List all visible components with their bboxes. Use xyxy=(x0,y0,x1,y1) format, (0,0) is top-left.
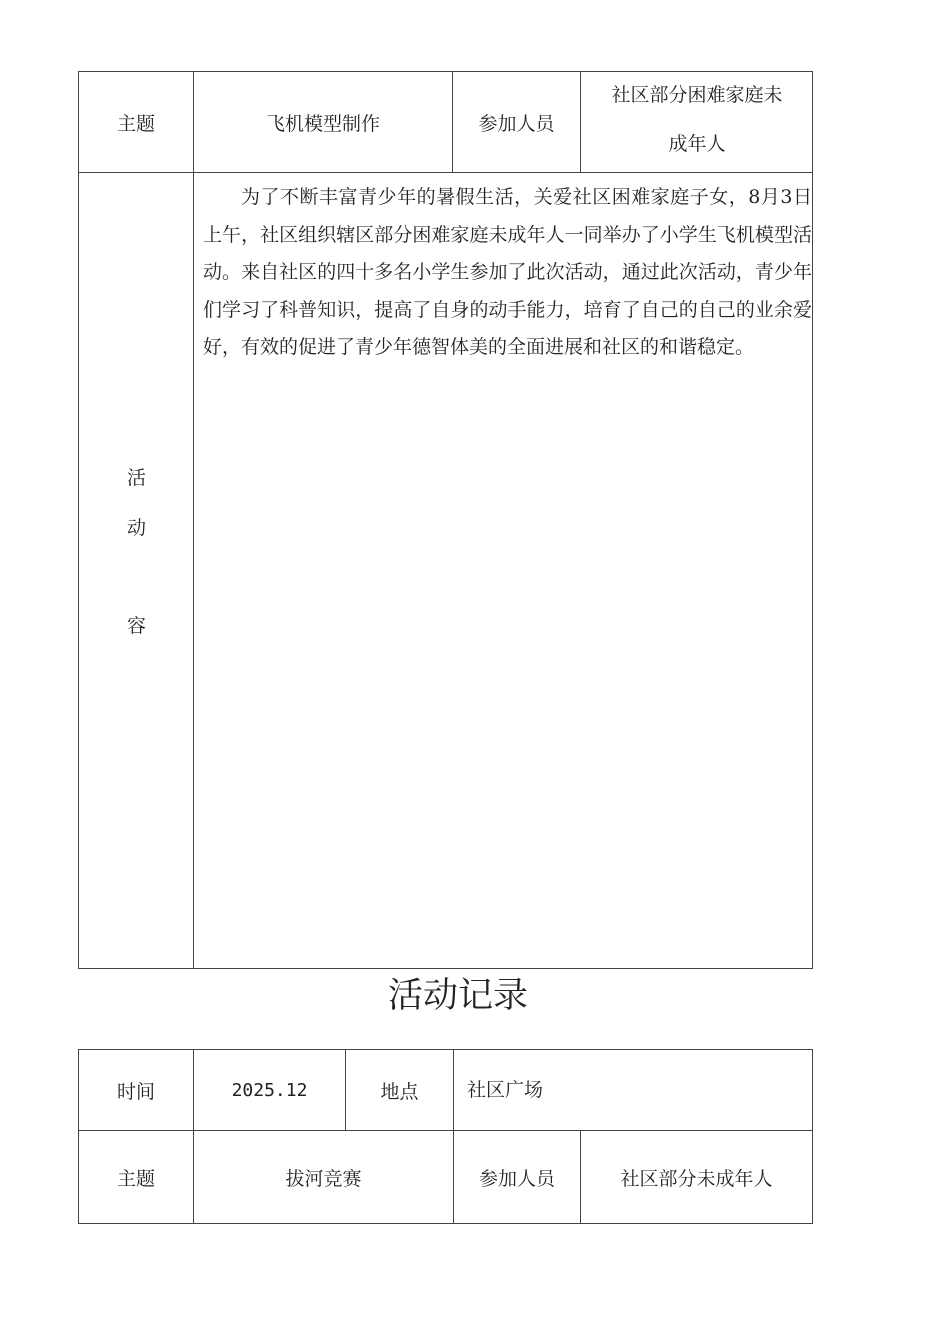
activity-content: 为了不断丰富青少年的暑假生活，关爱社区困难家庭子女，8月3日上午，社区组织辖区部分困难家庭未成年人一同举办了小学生飞机模型活动。来自社区的四十多名小学生参加了此次活动，通过此次活动，青少年们学习了科普知识，提高了自身的动手能力，培育了自己的自己的业余爱好，有效的促进了青少年德智体美的全面进展和社区的和谐稳定。 xyxy=(203,186,812,358)
theme-label: 主题 xyxy=(116,112,155,135)
theme-value: 飞机模型制作 xyxy=(265,112,380,135)
content-label-char: 容 xyxy=(126,615,146,637)
time-value: 2025.12 xyxy=(231,1079,308,1101)
page-title: 活动记录 xyxy=(387,976,528,1016)
participants-label: 参加人员 xyxy=(478,112,555,135)
content-label-char: 活 xyxy=(126,467,146,489)
participants-value: 社区部分未成年人 xyxy=(620,1167,773,1190)
participants-value xyxy=(581,72,813,172)
time-label: 时间 xyxy=(116,1080,155,1103)
activity-table-1 xyxy=(78,71,813,969)
content-label-char: 动 xyxy=(126,517,146,539)
participants-value-line2: 成年人 xyxy=(668,133,726,155)
activity-table-2 xyxy=(78,1049,813,1224)
content-label xyxy=(79,173,193,968)
participants-value-line1: 社区部分困难家庭未 xyxy=(611,84,783,106)
participants-label: 参加人员 xyxy=(478,1167,555,1190)
theme-value: 拔河竞赛 xyxy=(285,1167,362,1190)
location-label: 地点 xyxy=(380,1080,419,1103)
theme-label: 主题 xyxy=(116,1167,155,1190)
location-value: 社区广场 xyxy=(467,1079,544,1101)
